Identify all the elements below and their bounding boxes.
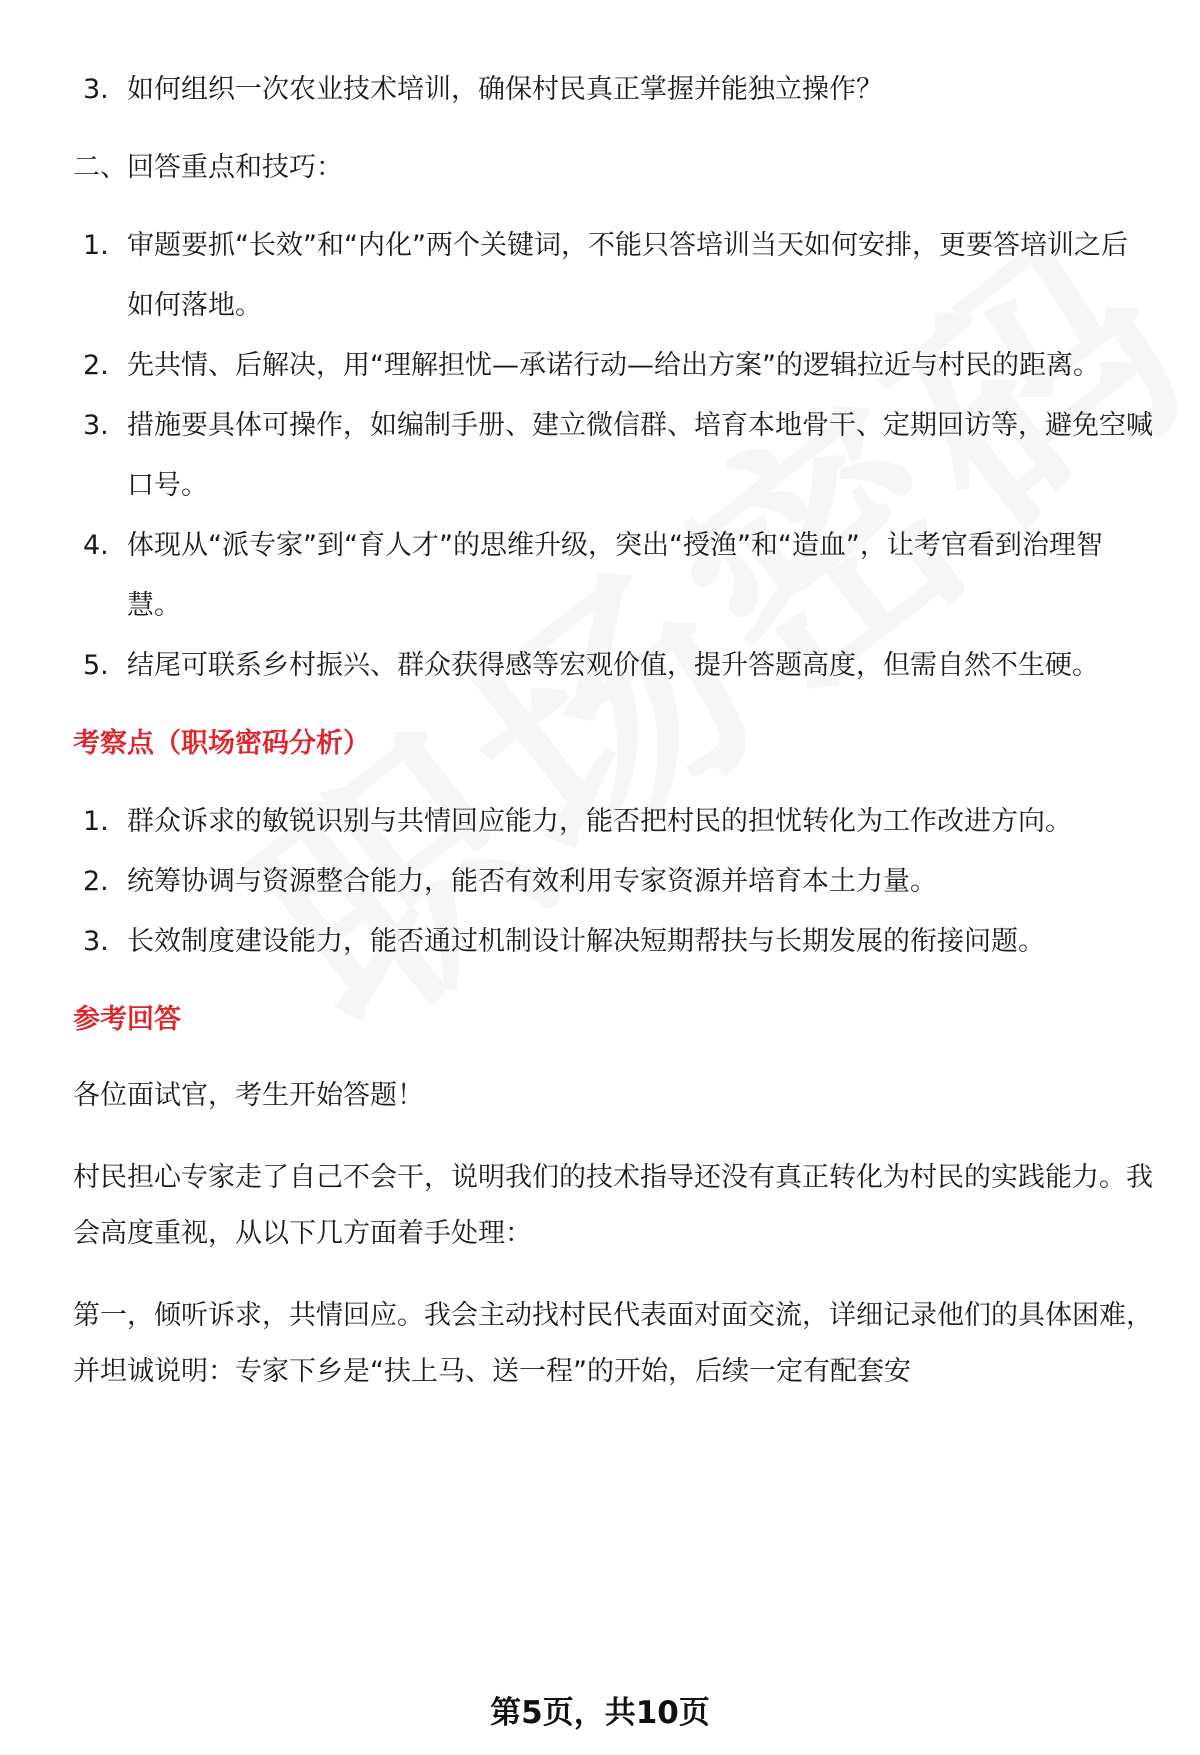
answer-paragraph: 第一，倾听诉求，共情回应。我会主动找村民代表面对面交流，详细记录他们的具体困难，并坦诚说明：专家下乡是“扶上马、送一程”的开始，后续一定有配套安 (73, 1300, 1153, 1387)
list-item (73, 912, 1153, 972)
list-number: 3. (83, 74, 109, 105)
list-item (73, 60, 1153, 120)
list-number: 2. (83, 350, 109, 381)
answer-paragraph: 各位面试官，考生开始答题！ (73, 1080, 424, 1111)
list-item (73, 852, 1153, 912)
answer-paragraph: 村民担心专家走了自己不会干，说明我们的技术指导还没有真正转化为村民的实践能力。我会高度重视，从以下几方面着手处理： (73, 1162, 1153, 1249)
list-item (73, 216, 1153, 336)
list-text: 审题要抓“长效”和“内化”两个关键词，不能只答培训当天如何安排，更要答培训之后如何落地。 (127, 230, 1128, 321)
list-text: 群众诉求的敏锐识别与共情回应能力，能否把村民的担忧转化为工作改进方向。 (127, 806, 1072, 837)
list-text: 先共情、后解决，用“理解担忧—承诺行动—给出方案”的逻辑拉近与村民的距离。 (127, 350, 1100, 381)
list-item (73, 792, 1153, 852)
list-number: 1. (83, 806, 109, 837)
list-text: 统筹协调与资源整合能力，能否有效利用专家资源并培育本土力量。 (127, 866, 937, 897)
list-item (73, 516, 1153, 636)
list-number: 1. (83, 230, 109, 261)
list-text: 如何组织一次农业技术培训，确保村民真正掌握并能独立操作？ (127, 74, 883, 105)
list-item (73, 336, 1153, 396)
tips-list (73, 216, 1153, 696)
list-item (73, 396, 1153, 516)
page-content (73, 60, 1153, 1400)
list-text: 体现从“派专家”到“育人才”的思维升级，突出“授渔”和“造血”，让考官看到治理智慧。 (127, 530, 1103, 621)
list-number: 2. (83, 866, 109, 897)
page-number-footer: 第5页，共10页 (490, 1695, 710, 1731)
section-heading-assessment: 考察点（职场密码分析） (73, 728, 370, 759)
list-text: 长效制度建设能力，能否通过机制设计解决短期帮扶与长期发展的衔接问题。 (127, 926, 1045, 957)
list-number: 3. (83, 410, 109, 441)
section-heading-reference-answer: 参考回答 (73, 1004, 181, 1035)
assessment-list (73, 792, 1153, 972)
list-number: 4. (83, 530, 109, 561)
list-text: 结尾可联系乡村振兴、群众获得感等宏观价值，提升答题高度，但需自然不生硬。 (127, 650, 1099, 681)
section-heading-tips: 二、回答重点和技巧： (73, 152, 343, 183)
list-number: 3. (83, 926, 109, 957)
list-text: 措施要具体可操作，如编制手册、建立微信群、培育本地骨干、定期回访等，避免空喊口号。 (127, 410, 1153, 501)
list-number: 5. (83, 650, 109, 681)
list-item (73, 636, 1153, 696)
